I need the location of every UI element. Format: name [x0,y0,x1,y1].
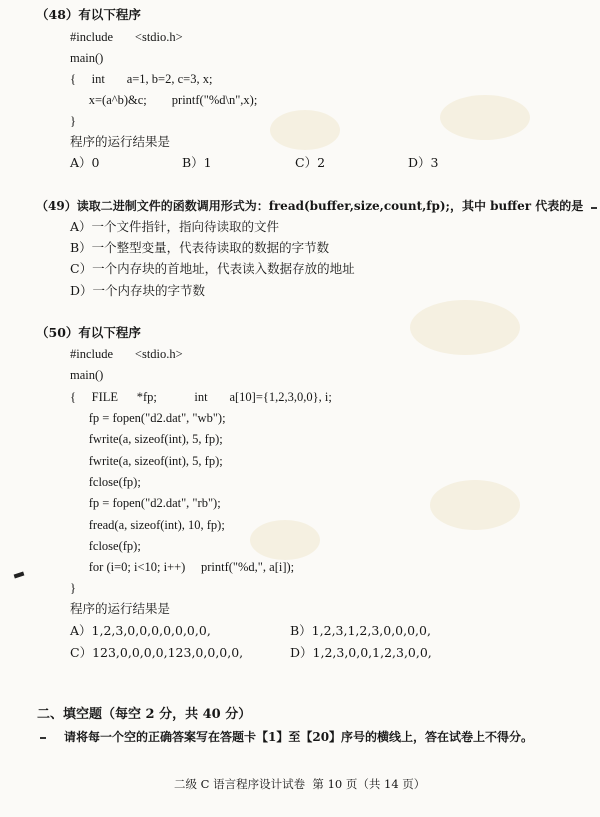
scan-mark [40,737,46,739]
paper-blotch [270,110,340,150]
option-a: A）0 [70,155,100,170]
code-line: #include <stdio.h> [70,347,183,361]
option-a: A）1,2,3,0,0,0,0,0,0,0, [70,623,211,638]
code-line: main() [70,368,104,382]
scan-mark [591,207,597,209]
paper-blotch [440,95,530,140]
code-line: { int a=1, b=2, c=3, x; [70,72,213,86]
paper-blotch [430,480,520,530]
code-line: x=(a^b)&c; printf("%d\n",x); [70,93,258,107]
option-b: B）1,2,3,1,2,3,0,0,0,0, [290,623,431,638]
paper-blotch [410,300,520,355]
code-line: } [70,581,76,595]
option-d: D）一个内存块的字节数 [70,283,206,298]
code-line: fclose(fp); [70,539,141,553]
option-a: A）一个文件指针，指向待读取的文件 [70,219,280,234]
section-instruction: 请将每一个空的正确答案写在答题卡【1】至【20】序号的横线上，答在试卷上不得分。 [64,730,534,744]
code-line: fwrite(a, sizeof(int), 5, fp); [70,432,223,446]
code-line: #include <stdio.h> [70,30,183,44]
question-48-title: （48）有以下程序 [36,7,141,22]
question-50-prompt: 程序的运行结果是 [70,601,171,616]
option-b: B）1 [182,155,212,170]
option-c: C）一个内存块的首地址，代表读入数据存放的地址 [70,261,355,276]
question-50-title: （50）有以下程序 [36,325,141,340]
code-line: main() [70,51,104,65]
code-line: fwrite(a, sizeof(int), 5, fp); [70,454,223,468]
option-c: C）123,0,0,0,0,123,0,0,0,0, [70,645,244,660]
question-49-title: （49）读取二进制文件的函数调用形式为：fread(buffer,size,count,fp);，其中 buffer 代表的是 [36,199,584,213]
code-line: for (i=0; i<10; i++) printf("%d,", a[i]); [70,560,295,574]
option-d: D）1,2,3,0,0,1,2,3,0,0, [290,645,432,660]
option-b: B）一个整型变量，代表待读取的数据的字节数 [70,240,330,255]
page-footer: 二级 C 语言程序设计试卷 第 10 页（共 14 页） [174,777,426,791]
code-line: fp = fopen("d2.dat", "rb"); [70,496,221,510]
question-48-prompt: 程序的运行结果是 [70,134,171,149]
code-line: fp = fopen("d2.dat", "wb"); [70,411,226,425]
scan-mark [14,572,25,579]
code-line: fclose(fp); [70,475,141,489]
paper-blotch [250,520,320,560]
option-c: C）2 [295,155,326,170]
code-line: { FILE *fp; int a[10]={1,2,3,0,0}, i; [70,390,332,404]
section-heading: 二、填空题（每空 2 分，共 40 分） [37,707,252,722]
code-line: fread(a, sizeof(int), 10, fp); [70,518,225,532]
option-d: D）3 [408,155,439,170]
code-line: } [70,114,76,128]
